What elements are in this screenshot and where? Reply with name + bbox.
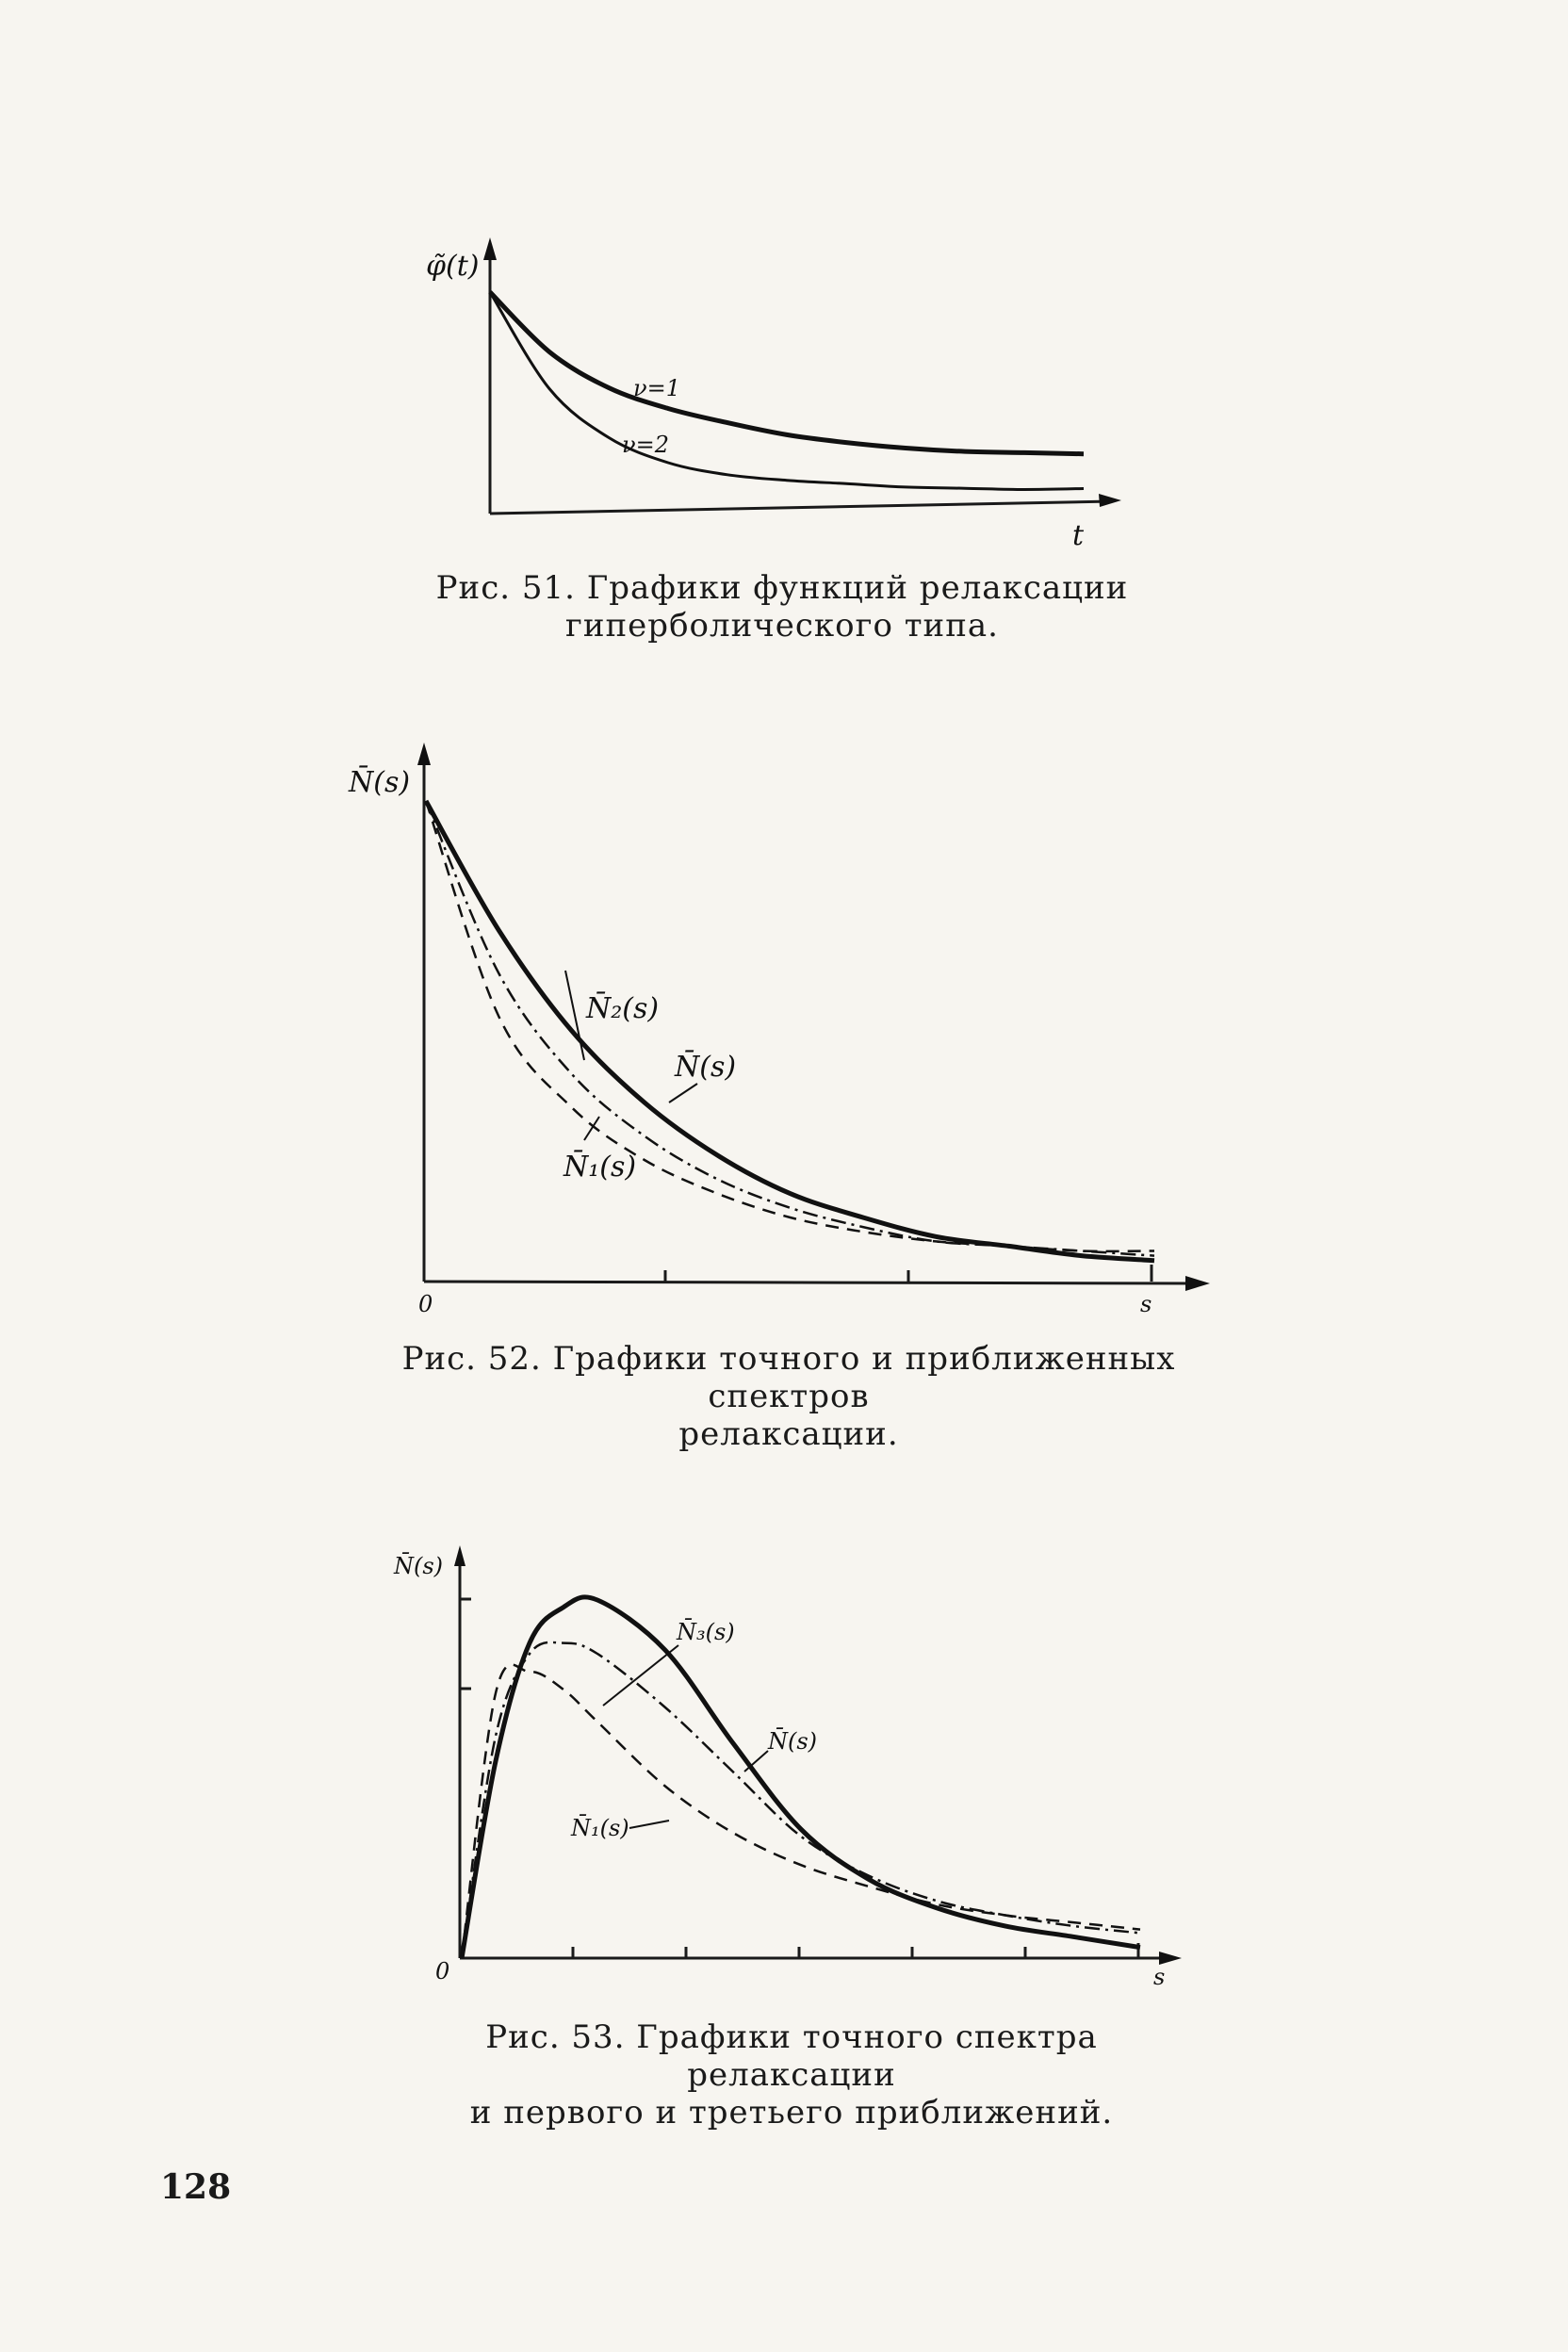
fig52-curve-1-dashdot xyxy=(426,801,1154,1256)
fig52-label-n1: N̄₁(s) xyxy=(564,1151,637,1184)
figure-53-chart xyxy=(0,1536,1568,1988)
figure-51-caption-line1: Рис. 51. Графики функций релаксации xyxy=(435,569,1129,607)
fig52-x-axis xyxy=(424,1282,1197,1283)
figure-52-chart xyxy=(0,735,1568,1338)
fig51-curve-1-solid xyxy=(490,292,1084,490)
fig52-y-label: N̄(s) xyxy=(349,766,411,799)
fig52-y-arrow xyxy=(417,743,431,765)
fig51-y-label: φ̃(t) xyxy=(426,250,480,283)
fig52-x-label: s xyxy=(1140,1291,1152,1317)
fig52-leader-n2 xyxy=(565,971,584,1060)
fig53-label-n: N̄(s) xyxy=(768,1728,818,1755)
figure-53-caption xyxy=(377,2018,1206,2132)
fig51-label-nu1: ν=1 xyxy=(633,375,680,401)
figure-53-caption-line2: и первого и третьего приближений. xyxy=(469,2094,1114,2132)
fig53-curve-0-solid xyxy=(462,1597,1140,1958)
fig53-curve-1-dashdot xyxy=(462,1642,1140,1958)
fig52-x-arrow xyxy=(1185,1276,1210,1291)
fig53-x-label: s xyxy=(1153,1964,1166,1990)
figure-52-caption-line1: Рис. 52. Графики точного и приближенных спектров xyxy=(401,1340,1176,1415)
figure-51-chart xyxy=(0,0,1568,565)
fig52-label-n2: N̄₂(s) xyxy=(586,992,660,1025)
fig52-origin-label: 0 xyxy=(418,1291,433,1317)
fig53-x-arrow xyxy=(1159,1952,1182,1965)
figure-51-caption xyxy=(415,569,1150,645)
page-number: 128 xyxy=(160,2167,232,2207)
fig53-curve-2-dashed xyxy=(462,1665,1140,1958)
fig53-y-label: N̄(s) xyxy=(394,1553,444,1579)
fig51-curve-0-solid xyxy=(490,292,1084,454)
figure-52-caption xyxy=(351,1340,1227,1453)
fig52-curve-2-dashed xyxy=(426,801,1154,1251)
fig53-origin-label: 0 xyxy=(435,1958,450,1984)
fig51-x-arrow xyxy=(1099,494,1121,507)
fig53-leader-n3 xyxy=(603,1645,678,1706)
fig51-label-nu2: ν=2 xyxy=(622,432,669,458)
fig51-x-axis xyxy=(490,501,1112,514)
fig53-label-n3: N̄₃(s) xyxy=(677,1619,735,1645)
figure-52-caption-line2: релаксации. xyxy=(678,1415,899,1453)
fig53-leader-n1 xyxy=(629,1821,669,1828)
fig51-x-label: t xyxy=(1072,519,1085,552)
fig52-leader-n xyxy=(669,1084,697,1102)
fig53-y-arrow xyxy=(454,1545,466,1566)
fig51-y-arrow xyxy=(483,237,497,260)
figure-51-caption-line2: гиперболического типа. xyxy=(565,607,999,645)
fig53-label-n1: N̄₁(s) xyxy=(571,1815,629,1841)
figure-53-caption-line1: Рис. 53. Графики точного спектра релаксации xyxy=(485,2018,1098,2094)
fig52-label-n: N̄(s) xyxy=(675,1051,737,1084)
